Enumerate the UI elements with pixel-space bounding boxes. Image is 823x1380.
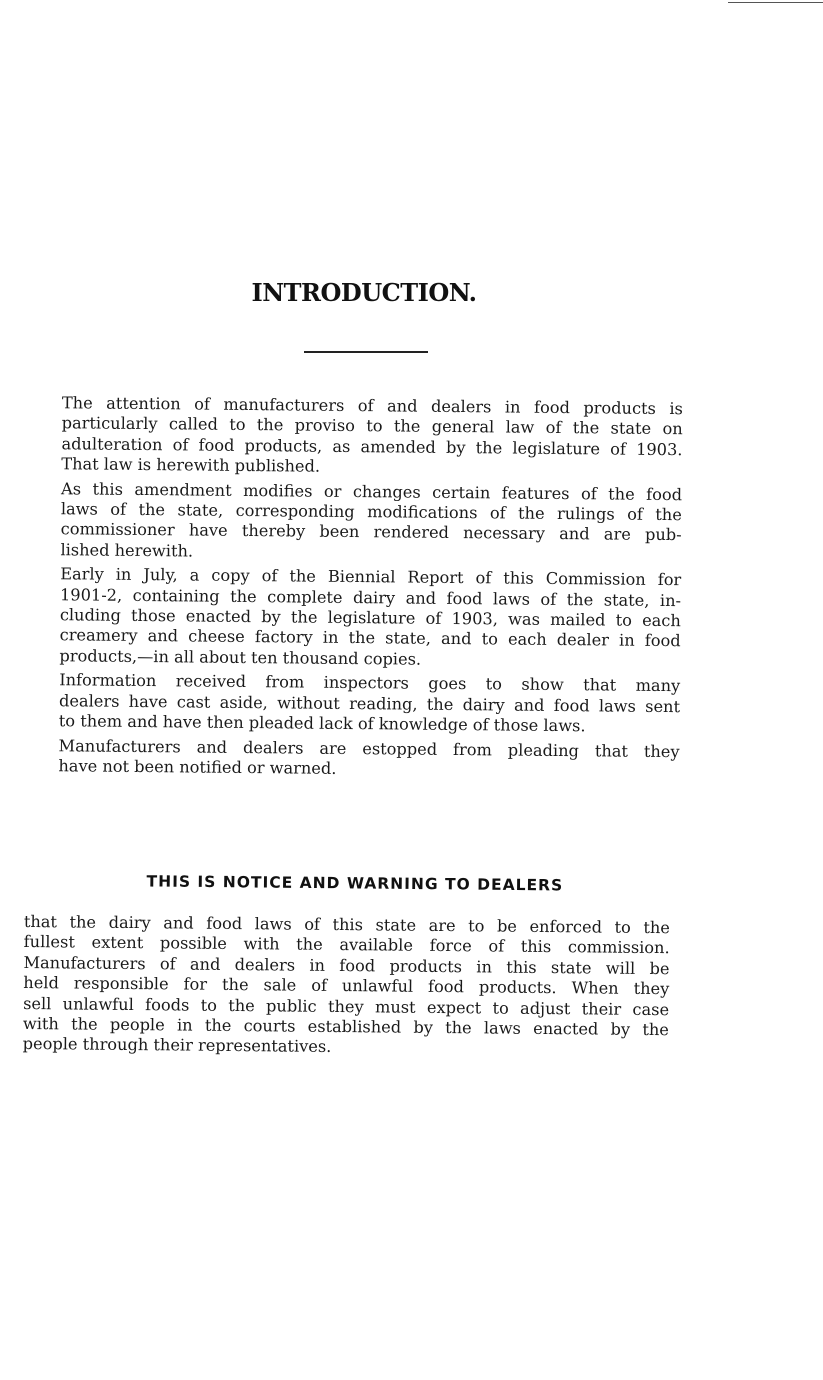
notice-body [23,912,670,1065]
page-corner-rule [728,2,823,3]
text-line: Manufacturers of and dealers in food products in this state will be [23,952,670,979]
paragraph-amendment [36,479,682,567]
text-line: cluding those enacted by the legislature of 1903, was mailed to each [59,605,681,631]
text-line: adulteration of food products, as amended by the legislature of 1903. [61,434,683,460]
text-line: sell unlawful foods to the public they must expect to adjust their case [23,993,670,1019]
text-line: That law is herewith published. [61,454,321,476]
text-line: 1901-2, containing the complete dairy and food laws of the state, in- [59,584,682,610]
paragraph-notice [23,912,670,1061]
text-line: people through their representatives. [22,1034,332,1057]
paragraph-biennial-report [35,564,681,672]
text-line: that the dairy and food laws of this state are to be enforced to the [23,912,670,938]
notice-heading: THIS IS NOTICE AND WARNING TO DEALERS [146,872,564,895]
text-line: Early in July, a copy of the Biennial Report of this Commission for [60,564,682,590]
text-line: held responsible for the sale of unlawful food products. When they [23,973,670,999]
paragraph-attention [37,393,683,481]
paragraph-inspectors [35,670,681,737]
introduction-body [34,393,683,786]
text-line: laws of the state, corresponding modifications of the rulings of the [60,499,682,525]
text-line: fullest extent possible with the available force of this commission. [23,932,670,958]
text-line: dealers have cast aside, without reading, the dairy and food laws sent [58,690,681,716]
paragraph-estopped [34,735,679,782]
text-line: products,—in all about ten thousand copies. [59,646,422,669]
text-line: As this amendment modifies or changes certain features of the food [60,478,683,504]
text-line: to them and have then pleaded lack of knowledge of those laws. [58,711,586,736]
text-line: The attention of manufacturers of and dealers in food products is [61,393,683,419]
text-line: with the people in the courts established by the laws enacted by the [22,1014,669,1040]
text-line: creamery and cheese factory in the state, and to each dealer in food [59,625,681,651]
text-line: Information received from inspectors goes to show that many [59,670,681,696]
text-line: particularly called to the proviso to the general law of the state on [61,413,683,439]
text-line: Manufacturers and dealers are estopped from pleading that they [58,735,680,761]
text-line: commissioner have thereby been rendered necessary and are pub- [60,519,682,545]
page-title: INTRODUCTION. [251,278,477,307]
text-line: have not been notified or warned. [58,756,337,778]
title-divider [304,351,428,353]
text-line: lished herewith. [60,540,194,561]
